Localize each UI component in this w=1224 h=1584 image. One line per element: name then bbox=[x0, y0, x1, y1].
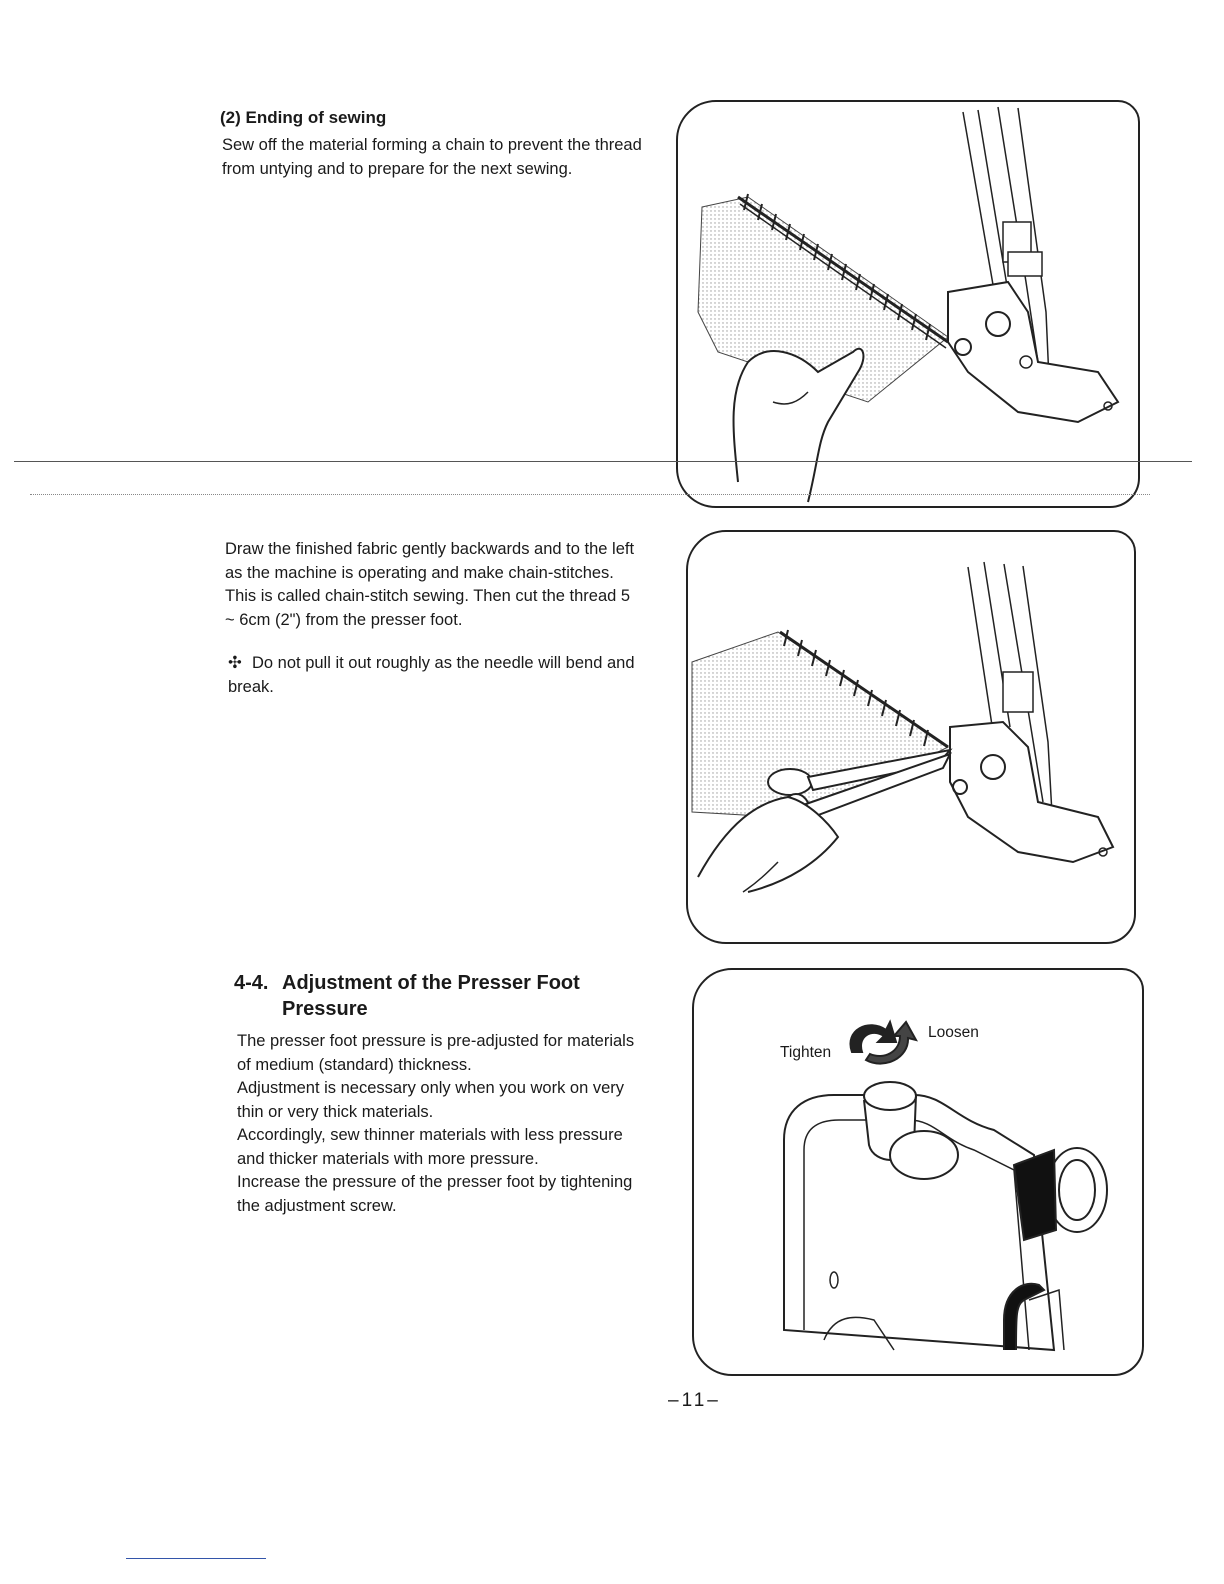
heading-line1: Adjustment of the Presser Foot bbox=[282, 972, 580, 994]
heading-number: 4-4. bbox=[234, 972, 269, 994]
pressure-screw-illustration bbox=[694, 970, 1142, 1374]
footer-rule bbox=[126, 1558, 266, 1559]
paragraph-accordingly: Accordingly, sew thinner materials with less pressure and thicker materials with more pressure. bbox=[237, 1126, 623, 1168]
note-text: Do not pull it out roughly as the needle will bend and break. bbox=[228, 654, 635, 696]
note-symbol: ✣ bbox=[228, 654, 242, 672]
section-heading-ending-of-sewing: (2) Ending of sewing bbox=[220, 108, 387, 127]
paragraph-preadjusted: The presser foot pressure is pre-adjusted for materials of medium (standard) thickness. bbox=[237, 1032, 635, 1074]
figure-cutting-thread bbox=[686, 530, 1136, 944]
page-number: –11– bbox=[668, 1390, 721, 1411]
heading-line2: Pressure bbox=[282, 998, 368, 1020]
paragraph-adjustment-necessary: Adjustment is necessary only when you work on very thin or very thick materials. bbox=[237, 1079, 625, 1121]
figure-chain-sewing bbox=[676, 100, 1140, 508]
chain-sewing-illustration bbox=[678, 102, 1138, 506]
cutting-thread-illustration bbox=[688, 532, 1134, 942]
paragraph-increase-pressure: Increase the pressure of the presser foot by tightening the adjustment screw. bbox=[237, 1173, 633, 1215]
note-row bbox=[228, 652, 646, 699]
section-paragraph-ending: Sew off the material forming a chain to prevent the thread from untying and to prepare for the next sewing. bbox=[222, 136, 642, 178]
rotation-arrows-icon bbox=[850, 1022, 916, 1064]
label-loosen: Loosen bbox=[928, 1024, 979, 1041]
figure-pressure-adjustment bbox=[692, 968, 1144, 1376]
separator-rule bbox=[14, 461, 1192, 462]
section-paragraph-presser-foot bbox=[237, 1030, 652, 1218]
separator-dotted bbox=[30, 494, 1150, 495]
section-heading-presser-foot bbox=[234, 970, 654, 1022]
label-tighten: Tighten bbox=[780, 1044, 832, 1061]
section-paragraph-draw-fabric: Draw the finished fabric gently backwards and to the left as the machine is operating and make chain-stitches. This is called chain-stitch sewing. Then cut the thread 5 ~ 6cm (2") from the presser foot. bbox=[225, 540, 635, 629]
